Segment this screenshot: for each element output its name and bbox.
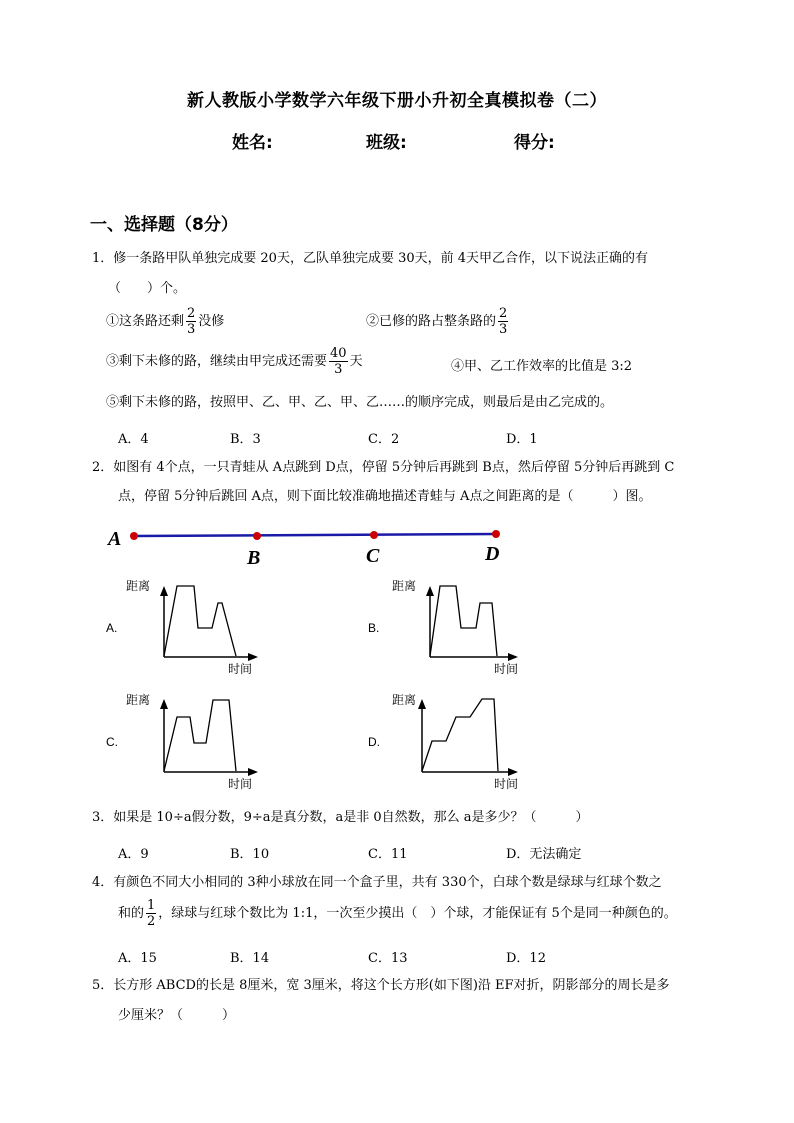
q2-stem-line2: 点，停留 5分钟后跳回 A点，则下面比较准确地描述青蛙与 A点之间距离的是（ ）图。 — [118, 489, 652, 504]
q1-s3-text: ③剩下未修的路，继续由甲完成还需要 — [106, 354, 328, 369]
q1-option-c: C．2 — [368, 432, 400, 447]
class-label: 班级: — [366, 133, 407, 153]
point-a — [130, 532, 138, 540]
q4-option-c: C．13 — [368, 951, 408, 966]
q1-option-b: B．3 — [230, 432, 261, 447]
q1-s2-text: ②已修的路占整条路的 — [366, 314, 497, 329]
y-axis-arrow — [160, 699, 168, 709]
fraction-numerator: 1 — [147, 898, 156, 913]
q4-option-d: D．12 — [506, 951, 546, 966]
option-label-c: C. — [106, 735, 118, 749]
q1-stem-line2: （ ）个。 — [108, 281, 187, 296]
x-axis-arrow — [248, 653, 258, 661]
y-axis-arrow — [426, 586, 434, 596]
option-label-b: B. — [368, 621, 380, 635]
x-axis-label: 时间 — [228, 777, 253, 791]
option-label-a: A. — [106, 621, 118, 635]
graph-c — [106, 693, 258, 791]
fraction-numerator: 2 — [499, 306, 508, 321]
fraction-numerator: 40 — [330, 346, 347, 361]
x-axis-arrow — [508, 768, 518, 776]
point-b — [253, 532, 261, 540]
y-axis-arrow — [418, 699, 426, 709]
fraction-numerator: 2 — [187, 306, 196, 321]
q5-stem-line1: 5．长方形 ABCD的长是 8厘米，宽 3厘米，将这个长方形(如下图)沿 EF对折，阴影部分的周长是多 — [92, 978, 670, 993]
q1-s3-tail: 天 — [349, 354, 363, 369]
q1-option-a: A．4 — [118, 432, 149, 447]
q3-stem: 3．如果是 10÷a假分数，9÷a是真分数，a是非 0自然数，那么 a是多少？（ ） — [92, 810, 589, 825]
x-axis-label: 时间 — [494, 777, 519, 791]
graph-b — [368, 579, 518, 676]
y-axis-label: 距离 — [126, 693, 151, 707]
q5-stem-line2: 少厘米？（ ） — [118, 1008, 236, 1023]
q4-line2-tail: ，绿球与红球个数比为 1:1，一次至少摸出（ ）个球，才能保证有 5个是同一种颜色的。 — [158, 906, 677, 921]
graph-d — [368, 693, 518, 791]
q4-stem-line1: 4．有颜色不同大小相同的 3种小球放在同一个盒子里，共有 330个，白球个数是绿球与红球个数之 — [92, 875, 662, 890]
q4-option-b: B．14 — [230, 951, 270, 966]
q3-option-c: C．11 — [368, 847, 408, 862]
point-label-c: C — [366, 545, 380, 567]
q1-stem-line1: 1．修一条路甲队单独完成要 20天，乙队单独完成要 30天，前 4天甲乙合作，以下说法正确的有 — [92, 251, 649, 266]
q3-option-d: D．无法确定 — [506, 847, 582, 862]
q4-line2-text: 和的 — [118, 906, 145, 921]
graph-line — [422, 699, 498, 771]
q3-option-b: B．10 — [230, 847, 270, 862]
y-axis-label: 距离 — [126, 579, 151, 593]
score-label: 得分: — [514, 133, 555, 153]
x-axis-arrow — [508, 653, 518, 661]
graph-line — [164, 700, 236, 771]
q1-statement-5: ⑤剩下未修的路，按照甲、乙、甲、乙、甲、乙……的顺序完成，则最后是由乙完成的。 — [106, 395, 614, 410]
point-label-b: B — [247, 547, 261, 569]
q3-option-a: A．9 — [118, 847, 149, 862]
name-label: 姓名: — [232, 133, 273, 153]
y-axis-label: 距离 — [392, 693, 417, 707]
graph-a — [106, 579, 258, 676]
x-axis-label: 时间 — [494, 662, 519, 676]
fraction-denominator: 3 — [187, 322, 196, 337]
fraction-denominator: 2 — [147, 914, 156, 929]
q1-s1-text: ①这条路还剩 — [106, 314, 185, 329]
fraction-denominator: 3 — [499, 322, 508, 337]
q4-stem-line2 — [118, 898, 677, 929]
x-axis-label: 时间 — [228, 662, 253, 676]
fraction — [146, 898, 156, 929]
graph-line — [164, 586, 236, 656]
graph-line — [430, 586, 497, 656]
y-axis-arrow — [160, 586, 168, 596]
q2-stem-line1: 2．如图有 4个点，一只青蛙从 A点跳到 D点，停留 5分钟后再跳到 B点，然后停留 5分钟后再跳到 C — [92, 460, 675, 475]
page-title: 新人教版小学数学六年级下册小升初全真模拟卷（二） — [187, 91, 607, 111]
x-axis-arrow — [248, 768, 258, 776]
y-axis-label: 距离 — [392, 579, 417, 593]
q1-statement-4: ④甲、乙工作效率的比值是 3:2 — [451, 359, 633, 374]
point-d — [492, 530, 500, 538]
option-label-d: D. — [368, 735, 380, 749]
segment-line — [134, 534, 496, 536]
q4-option-a: A．15 — [118, 951, 157, 966]
q1-s1-tail: 没修 — [198, 314, 225, 329]
section-heading: 一、选择题（8分） — [90, 215, 238, 235]
q1-option-d: D．1 — [506, 432, 538, 447]
point-label-d: D — [485, 543, 500, 565]
point-label-a: A — [108, 528, 122, 550]
fraction-denominator: 3 — [334, 362, 343, 377]
point-c — [370, 531, 378, 539]
